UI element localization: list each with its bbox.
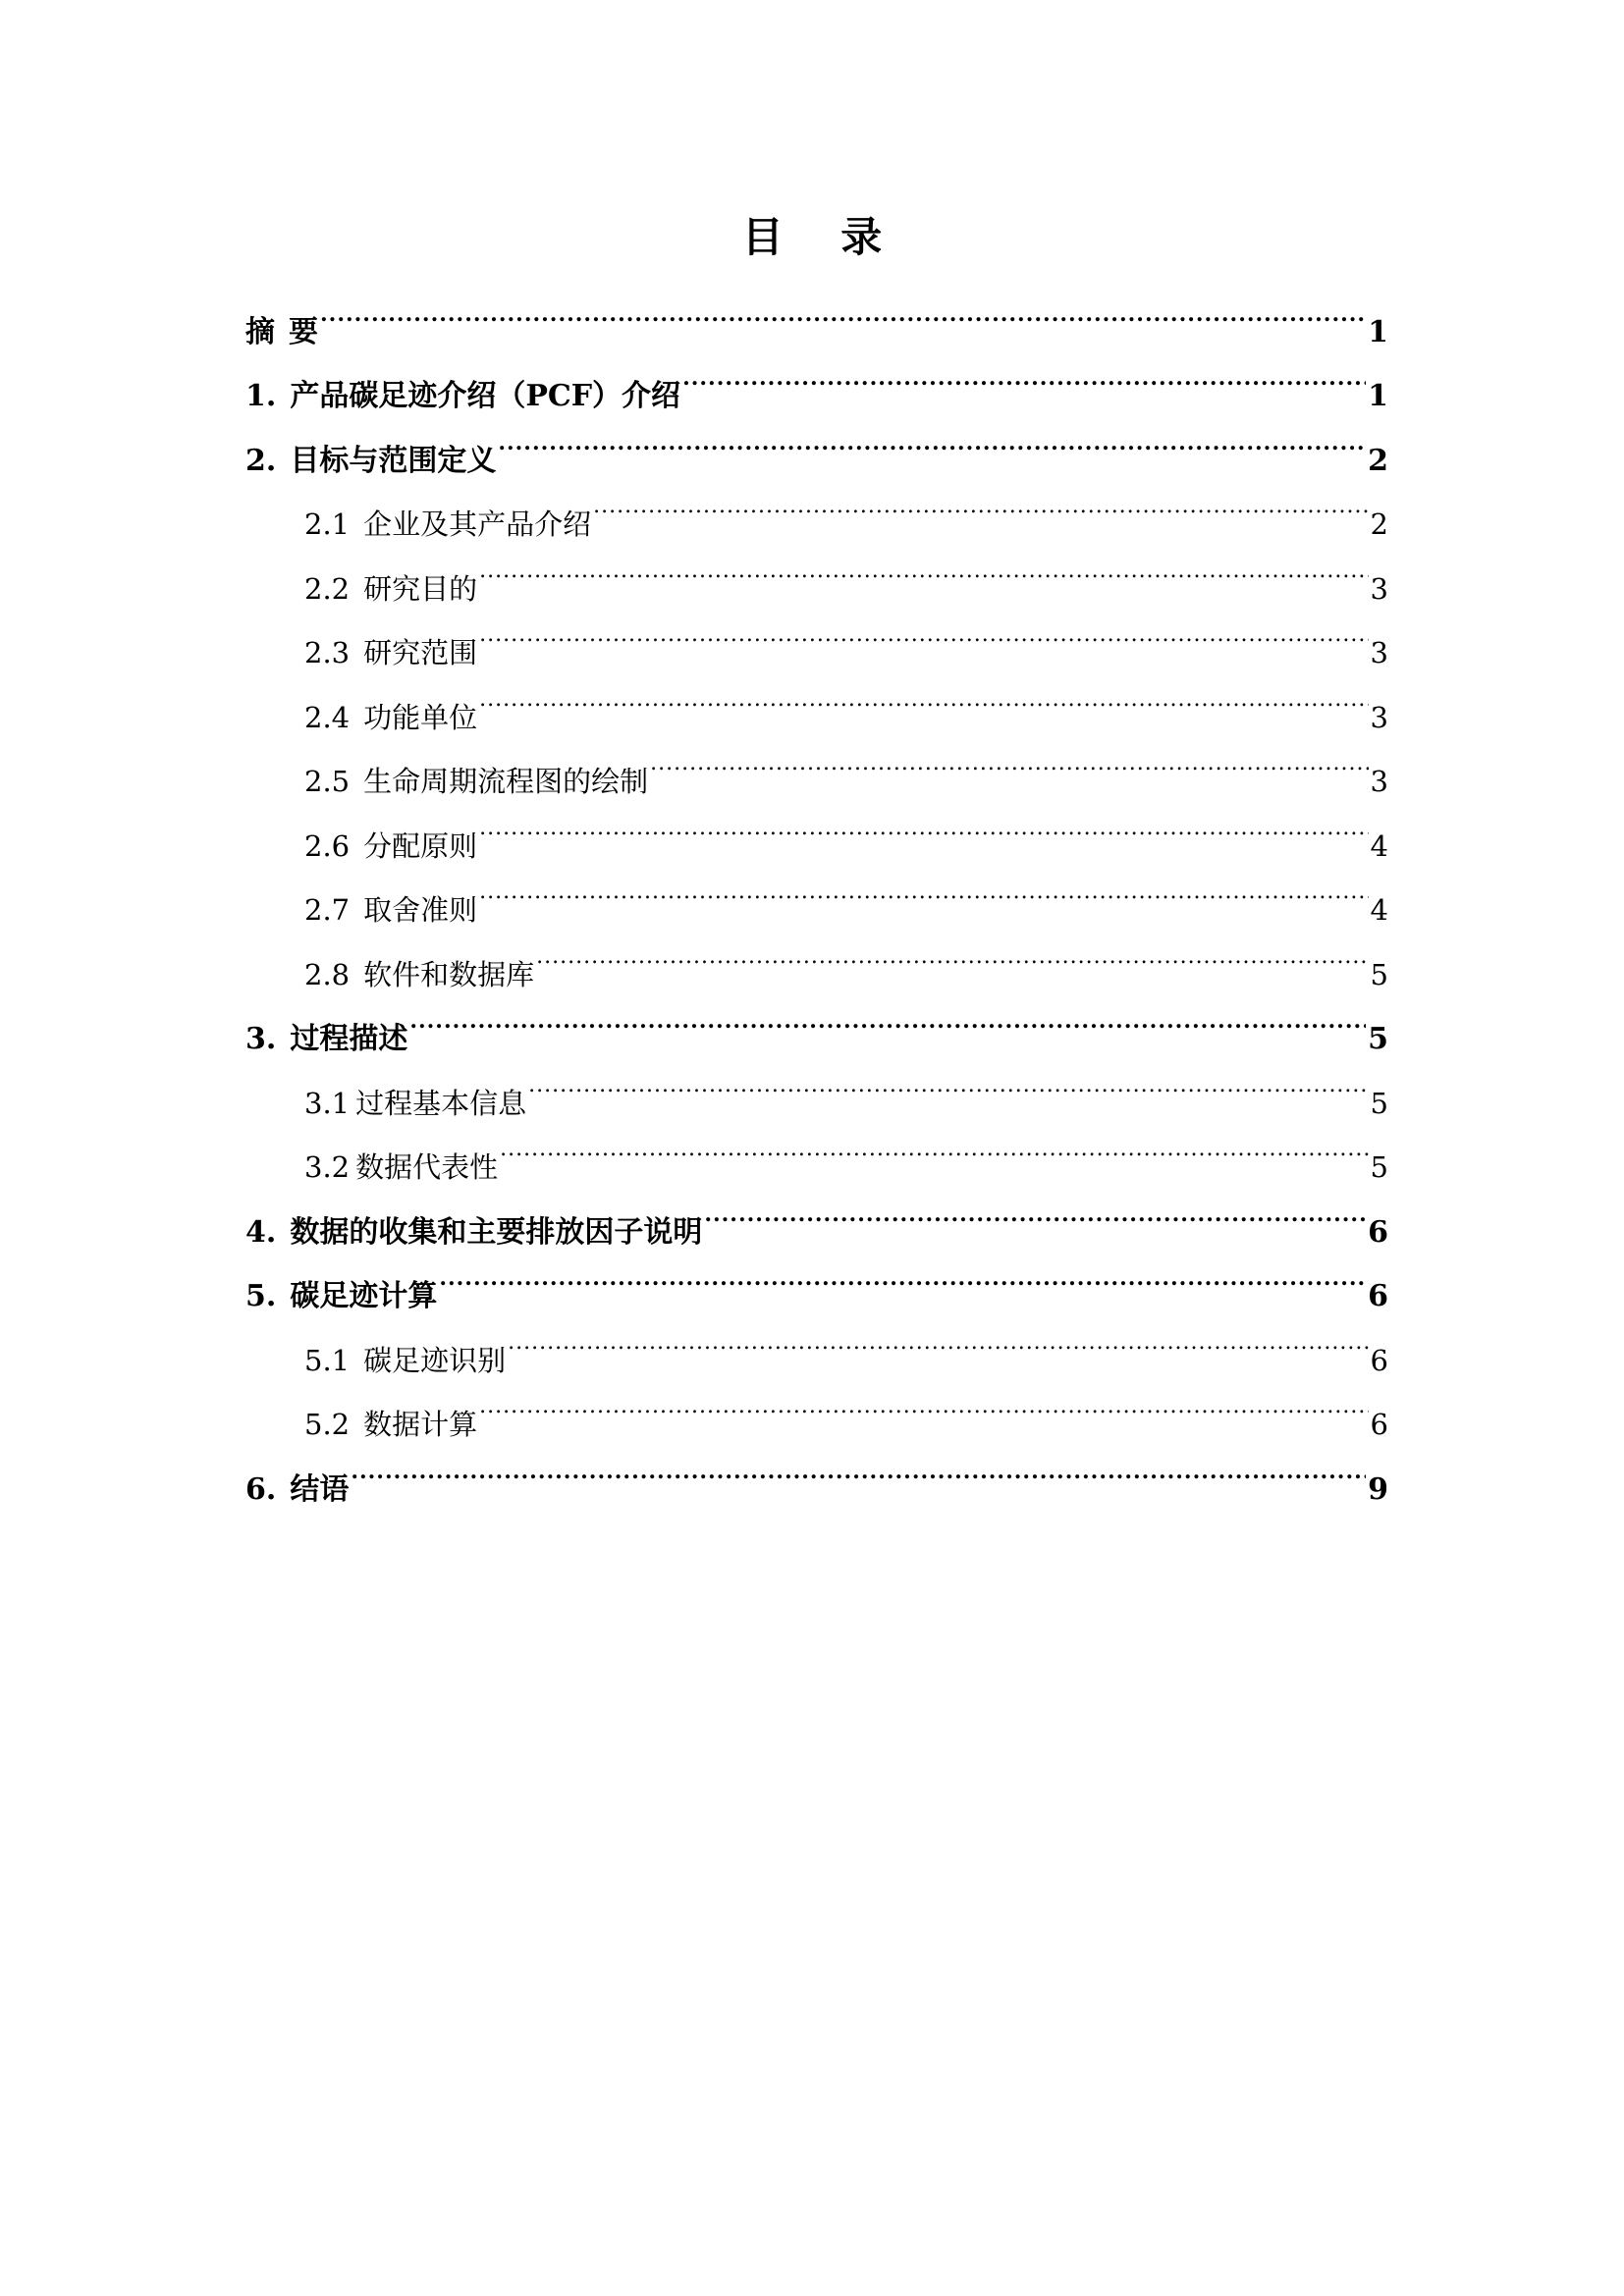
toc-entry-number: 2.2 [304,571,351,606]
toc-dot-leader [704,1177,1366,1242]
toc-entry-number: 2.1 [304,507,351,541]
toc-dot-leader [508,1306,1368,1370]
toc-entry-label: 软件和数据库 [363,957,535,991]
table-of-contents [245,277,1388,1507]
toc-entry-page: 6 [1370,1343,1388,1377]
toc-dot-leader [320,277,1366,342]
toc-entry-label: 分配原则 [363,828,478,863]
toc-dot-leader [650,727,1368,792]
toc-entry-page: 6 [1370,1408,1388,1441]
toc-entry-3[interactable] [245,985,1388,1056]
toc-entry-number: 2. [245,443,277,478]
toc-dot-leader [351,1434,1366,1499]
toc-entry-1[interactable] [245,342,1388,413]
toc-entry-label: 结语 [290,1471,350,1507]
toc-entry-label: 生命周期流程图的绘制 [363,765,649,798]
toc-entry-label: 要 [289,314,318,349]
toc-entry-page: 6 [1368,1214,1388,1250]
toc-entry-number: 2.3 [304,636,351,669]
toc-entry-page: 6 [1368,1279,1388,1313]
toc-dot-leader [479,534,1368,599]
toc-entry-page: 3 [1370,700,1388,734]
toc-entry-page: 5 [1370,1086,1388,1120]
toc-entry-label: 功能单位 [363,700,478,734]
toc-dot-leader [479,599,1368,664]
toc-entry-page: 1 [1368,379,1388,413]
toc-dot-leader [479,791,1368,856]
toc-entry-label: 研究范围 [363,636,478,669]
toc-dot-leader [498,405,1366,470]
toc-entry-number: 4. [245,1214,277,1250]
toc-entry-6[interactable] [245,1434,1388,1507]
toc-dot-leader [682,342,1366,406]
toc-entry-number: 2.8 [304,957,351,991]
toc-entry-3-1[interactable] [245,1048,1388,1120]
toc-entry-label: 研究目的 [363,571,478,606]
toc-dot-leader [479,856,1368,921]
toc-entry-label: 数据的收集和主要排放因子说明 [290,1214,703,1250]
toc-dot-leader [593,470,1368,535]
toc-entry-number: 3. [245,1022,277,1056]
toc-entry-label: 碳足迹识别 [363,1343,507,1377]
toc-entry-page: 4 [1370,893,1388,927]
toc-entry-page: 9 [1368,1471,1388,1507]
toc-dot-leader [536,920,1368,985]
toc-entry-page: 2 [1368,443,1388,478]
toc-entry-label: 数据计算 [363,1408,478,1441]
toc-entry-page: 4 [1370,828,1388,863]
toc-entry-number: 2.6 [304,828,351,863]
toc-entry-page: 3 [1370,765,1388,798]
toc-entry-label: 碳足迹计算 [290,1279,438,1313]
toc-entry-number: 3.2 [304,1150,351,1184]
toc-entry-number: 6. [245,1471,277,1507]
toc-entry-label: 目标与范围定义 [290,443,497,478]
toc-entry-page: 5 [1370,1150,1388,1184]
toc-entry-number: 5.2 [304,1408,351,1441]
toc-entry-number: 5.1 [304,1343,351,1377]
toc-entry-abstract[interactable] [245,277,1388,349]
toc-entry-label: 过程基本信息 [355,1086,527,1120]
toc-entry-number: 2.5 [304,765,351,798]
toc-entry-label: 数据代表性 [355,1150,499,1184]
toc-dot-leader [500,1113,1368,1178]
toc-entry-label: 过程描述 [290,1022,408,1056]
toc-entry-label: 取舍准则 [363,893,478,927]
toc-entry-page: 3 [1370,636,1388,669]
toc-entry-label: 产品碳足迹介绍（PCF）介绍 [290,379,681,413]
toc-dot-leader [409,985,1366,1049]
toc-entry-page: 2 [1370,507,1388,541]
toc-entry-page: 1 [1368,314,1388,349]
page-title: 目 录 [741,213,904,261]
toc-entry-page: 5 [1370,957,1388,991]
toc-dot-leader [479,1370,1368,1435]
toc-entry-number: 1. [245,379,277,413]
toc-entry-page: 3 [1370,571,1388,606]
toc-entry-page: 5 [1368,1022,1388,1056]
toc-entry-label: 企业及其产品介绍 [363,507,592,541]
toc-dot-leader [528,1048,1368,1113]
toc-entry-number: 2.4 [304,700,351,734]
toc-entry-number: 2.7 [304,893,351,927]
toc-dot-leader [439,1242,1366,1307]
toc-entry-number: 摘 [245,314,275,349]
toc-entry-number: 3.1 [304,1086,351,1120]
toc-dot-leader [479,663,1368,727]
toc-entry-number: 5. [245,1279,277,1313]
